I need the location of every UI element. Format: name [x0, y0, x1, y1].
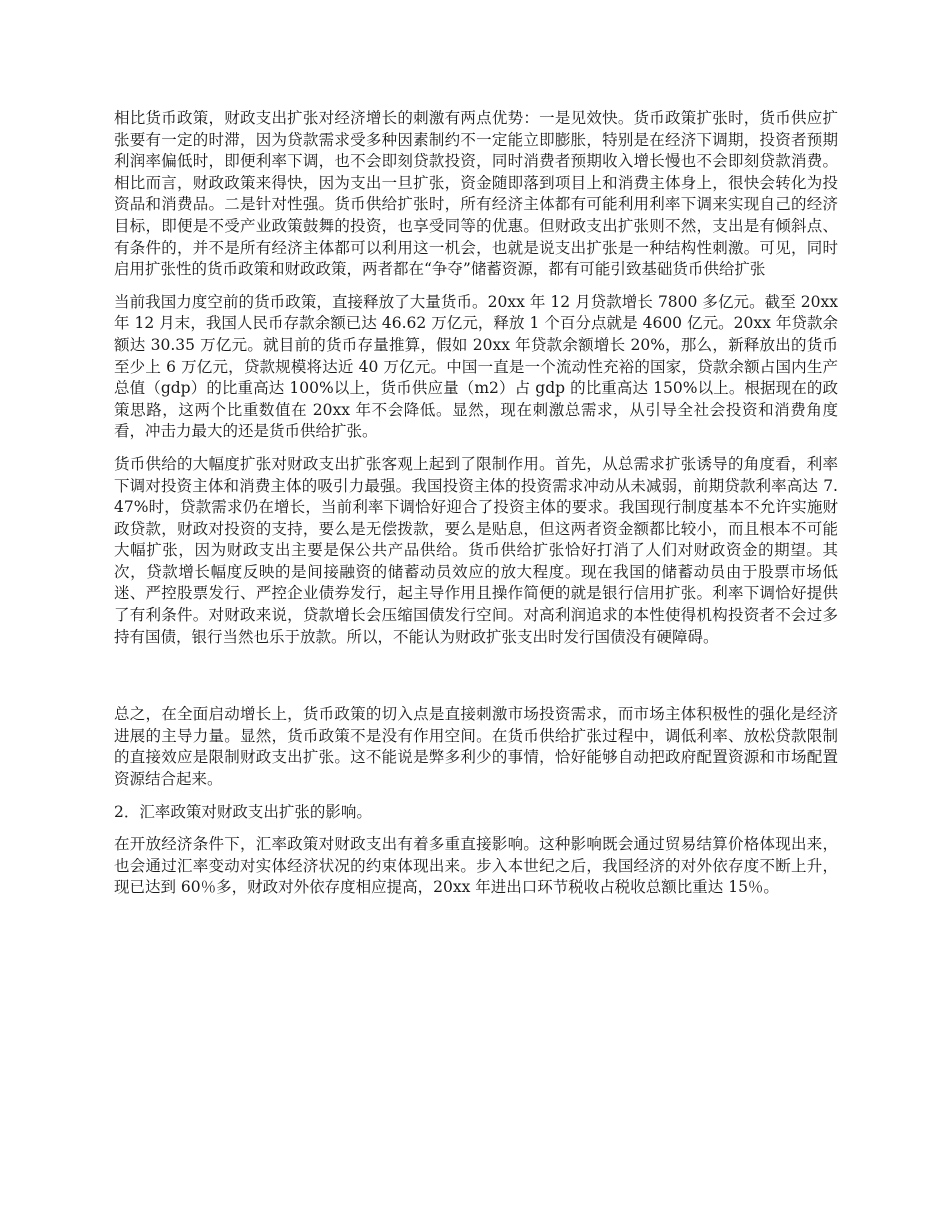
paragraph-exchange-rate-impact: 在开放经济条件下，汇率政策对财政支出有着多重直接影响。这种影响既会通过贸易结算价格体现出来，也会通过汇率变动对实体经济状况的约束体现出来。步入本世纪之后，我国经济的对外依存度不断上升，现已达到 60％多，财政对外依存度相应提高，20xx 年进出口环节税收占税收总额比重达 15％。	[114, 835, 838, 897]
paragraph-money-supply-limits: 货币供给的大幅度扩张对财政支出扩张客观上起到了限制作用。首先，从总需求扩张诱导的角度看，利率下调对投资主体和消费主体的吸引力最强。我国投资主体的投资需求冲动从未减弱，前期贷款利率高达 7.47%时，贷款需求仍在增长，当前利率下调恰好迎合了投资主体的要求。我国现行制度基本不允许实施财政贷款，财政对投资的支持，要么是无偿拨款，要么是贴息，但这两者资金额都比较小，而且根本不可能大幅扩张，因为财政支出主要是保公共产品供给。货币供给扩张恰好打消了人们对财政资金的期望。其次，贷款增长幅度反映的是间接融资的储蓄动员效应的放大程度。现在我国的储蓄动员由于股票市场低迷、严控股票发行、严控企业债券发行，起主导作用且操作简便的就是银行信用扩张。利率下调恰好提供了有利条件。对财政来说，贷款增长会压缩国债发行空间。对高利润追求的本性使得机构投资者不会过多持有国债，银行当然也乐于放款。所以，不能认为财政扩张支出时发行国债没有硬障碍。	[114, 454, 838, 646]
paragraph-current-monetary-policy: 当前我国力度空前的货币政策，直接释放了大量货币。20xx 年 12 月贷款增长 7800 多亿元。截至 20xx 年 12 月末，我国人民币存款余额已达 46.62 万亿元，释放 1 个百分点就是 4600 亿元。20xx 年贷款余额达 30.35 万亿元。就目前的货币存量推算，假如 20xx 年贷款余额增长 20%，那么，新释放出的货币至少上 6 万亿元，贷款规模将达近 40 万亿元。中国一直是一个流动性充裕的国家，贷款余额占国内生产总值（gdp）的比重高达 100%以上，货币供应量（m2）占 gdp 的比重高达 150%以上。根据现在的政策思路，这两个比重数值在 20xx 年不会降低。显然，现在刺激总需求，从引导全社会投资和消费角度看，冲击力最大的还是货币供给扩张。	[114, 292, 838, 441]
paragraph-monetary-vs-fiscal: 相比货币政策，财政支出扩张对经济增长的刺激有两点优势：一是见效快。货币政策扩张时，货币供应扩张要有一定的时滞，因为贷款需求受多种因素制约不一定能立即膨胀，特别是在经济下调期，投资者预期利润率偏低时，即便利率下调，也不会即刻贷款投资，同时消费者预期收入增长慢也不会即刻贷款消费。相比而言，财政政策来得快，因为支出一旦扩张，资金随即落到项目上和消费主体身上，很快会转化为投资品和消费品。二是针对性强。货币供给扩张时，所有经济主体都有可能利用利率下调来实现自己的经济目标，即便是不受产业政策鼓舞的投资，也享受同等的优惠。但财政支出扩张则不然，支出是有倾斜点、有条件的，并不是所有经济主体都可以利用这一机会，也就是说支出扩张是一种结构性刺激。可见，同时启用扩张性的货币政策和财政政策，两者都在“争夺”储蓄资源，都有可能引致基础货币供给扩张	[114, 109, 838, 279]
section-spacer	[114, 659, 838, 704]
document-body	[114, 108, 838, 910]
paragraph-conclusion: 总之，在全面启动增长上，货币政策的切入点是直接刺激市场投资需求，而市场主体积极性的强化是经济进展的主导力量。显然，货币政策不是没有作用空间。在货币供给扩张过程中，调低利率、放松贷款限制的直接效应是限制财政支出扩张。这不能说是弊多利少的事情，恰好能够自动把政府配置资源和市场配置资源结合起来。	[114, 705, 838, 789]
section-heading-exchange-rate: 2．汇率政策对财政支出扩张的影响。	[114, 802, 372, 821]
